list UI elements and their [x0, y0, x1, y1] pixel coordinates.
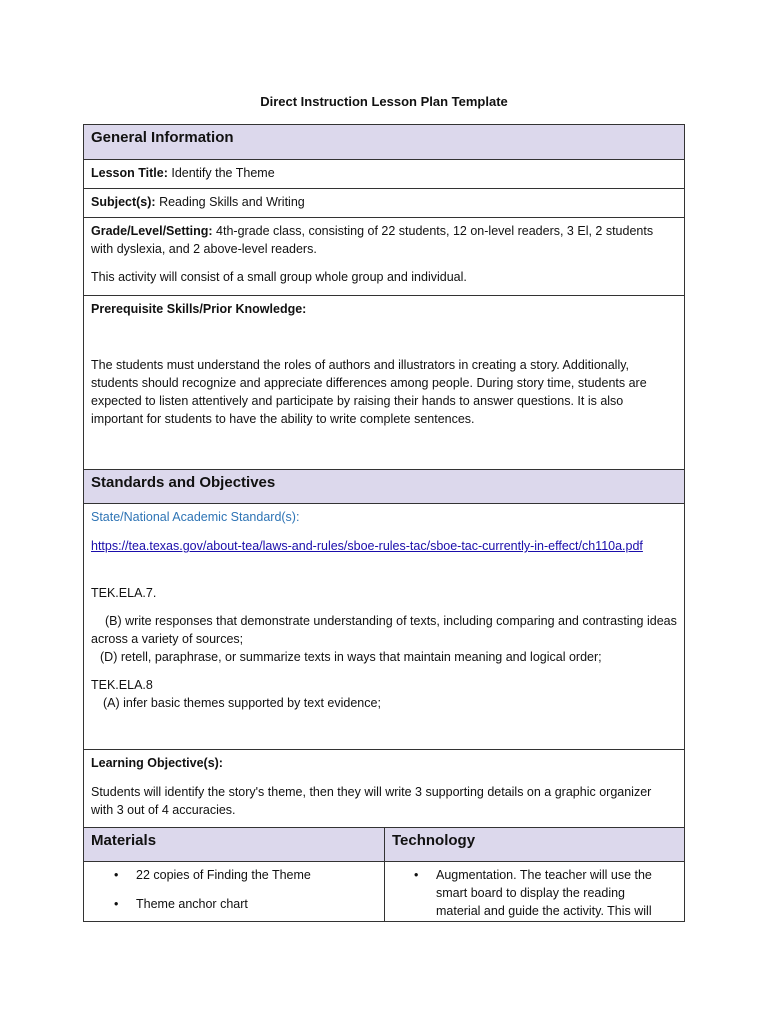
section-heading: Standards and Objectives — [91, 474, 276, 491]
objective-label: Learning Objective(s): — [91, 756, 223, 770]
lesson-title-label: Lesson Title: — [91, 166, 168, 180]
lesson-title-value: Identify the Theme — [167, 166, 275, 180]
learning-objectives-row — [84, 750, 684, 828]
standards-url-link[interactable]: https://tea.texas.gov/about-tea/laws-and-rules/sboe-rules-tac/sboe-tac-currently-in-effect/ch110a.pdf — [91, 539, 643, 553]
standards-label: State/National Academic Standard(s): — [91, 510, 300, 524]
general-information-header — [84, 125, 684, 160]
tek7-b-text: (B) write responses that demonstrate understanding of texts, including comparing and contrasting ideas across a variety of sources; — [91, 614, 677, 646]
subjects-value: Reading Skills and Writing — [155, 195, 305, 209]
lesson-plan-table — [83, 124, 685, 922]
objective-text: Students will identify the story's theme, then they will write 3 supporting details on a graphic organizer with 3 out of 4 accuracies. — [91, 785, 652, 817]
subjects-row — [84, 189, 684, 218]
technology-heading: Technology — [392, 832, 476, 849]
prerequisite-text: The students must understand the roles of authors and illustrators in creating a story. Additionally, students should recognize and appreciate differences among people. During story time, students are expected to listen attentively and participate by raising their hands to answer questions. It is also important for students to have the ability to write complete sentences. — [91, 358, 647, 426]
list-item: • Augmentation. The teacher will use the smart board to display the reading material and guide the activity. This will — [414, 868, 652, 918]
materials-technology-row — [84, 862, 684, 921]
tek8-a-text: (A) infer basic themes supported by text evidence; — [103, 696, 381, 710]
bullet-icon: • — [114, 897, 119, 911]
document-title: Direct Instruction Lesson Plan Template — [260, 94, 508, 109]
lesson-title-row — [84, 160, 684, 189]
list-item: • 22 copies of Finding the Theme — [114, 868, 311, 882]
tek8-heading: TEK.ELA.8 — [91, 678, 153, 692]
standards-objectives-header — [84, 470, 684, 504]
list-item: • Theme anchor chart — [114, 897, 248, 911]
materials-heading: Materials — [91, 832, 157, 849]
grade-value: 4th-grade class, consisting of 22 students, 12 on-level readers, 3 El, 2 students with dyslexia, and 2 above-level readers. — [91, 224, 654, 256]
materials-list — [114, 866, 377, 913]
grade-level-setting-row — [84, 218, 684, 296]
prerequisite-label: Prerequisite Skills/Prior Knowledge: — [91, 302, 307, 316]
tek7-heading: TEK.ELA.7. — [91, 586, 157, 600]
prerequisite-row — [84, 296, 684, 470]
materials-technology-header — [84, 828, 684, 862]
technology-list — [414, 866, 664, 920]
grade-label: Grade/Level/Setting: — [91, 224, 213, 238]
activity-text: This activity will consist of a small group whole group and individual. — [91, 270, 467, 284]
bullet-icon: • — [114, 868, 119, 882]
tek7-d-text: (D) retell, paraphrase, or summarize texts in ways that maintain meaning and logical order; — [100, 650, 602, 664]
section-heading: General Information — [91, 129, 234, 146]
standards-row — [84, 504, 684, 750]
bullet-icon: • — [414, 868, 419, 882]
subjects-label: Subject(s): — [91, 195, 156, 209]
